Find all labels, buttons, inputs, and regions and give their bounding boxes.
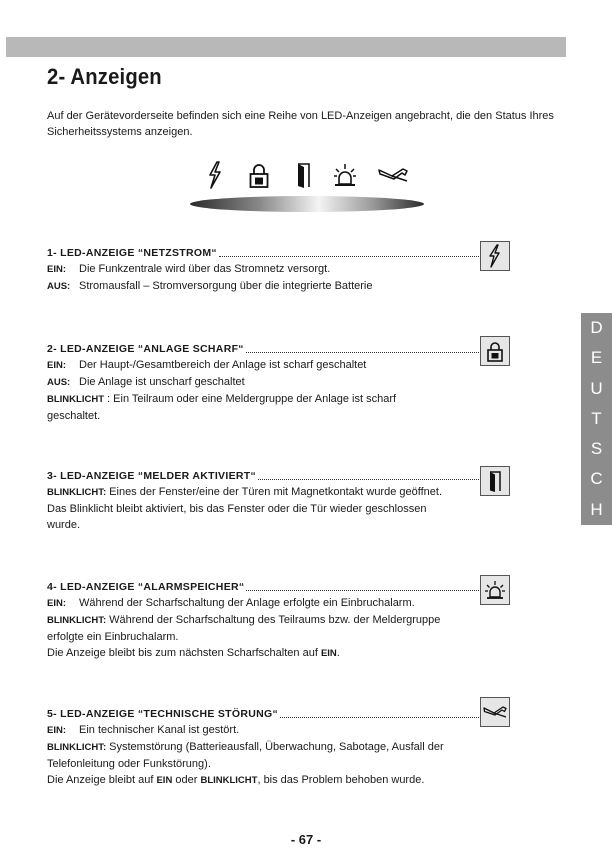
label-ein: EIN: xyxy=(47,360,66,371)
keyword-ein: EIN xyxy=(156,775,173,786)
description-text: Die Funkzentrale wird über das Stromnetz versorgt. xyxy=(79,263,331,275)
door-icon xyxy=(480,466,510,496)
wrench-icon xyxy=(480,697,510,727)
label-aus: AUS: xyxy=(47,377,71,388)
description-text: Der Haupt-/Gesamtbereich der Anlage ist scharf geschaltet xyxy=(79,359,367,371)
padlock-icon xyxy=(246,160,272,190)
siren-icon xyxy=(480,575,510,605)
description-text: Das Blinklicht bleibt aktiviert, bis das Fenster oder die Tür wieder geschlossen xyxy=(47,503,427,515)
lightning-icon xyxy=(202,160,228,190)
label-ein: EIN: xyxy=(47,725,66,736)
description-text: : Ein Teilraum oder eine Meldergruppe der Anlage ist scharf xyxy=(104,393,397,405)
section-heading: 4- LED-ANZEIGE “ALARMSPEICHER“ xyxy=(47,581,245,593)
label-ein: EIN: xyxy=(47,598,66,609)
tab-letter: E xyxy=(590,348,603,368)
description-text: Eines der Fenster/eine der Türen mit Magnetkontakt wurde geöffnet. xyxy=(106,486,443,498)
padlock-icon xyxy=(480,336,510,366)
description-text: Stromausfall – Stromversorgung über die integrierte Batterie xyxy=(79,280,373,292)
description-text: Systemstörung (Batterieausfall, Überwachung, Sabotage, Ausfall der xyxy=(106,741,444,753)
label-blinklicht: BLINKLICHT: xyxy=(47,487,107,498)
description-text: Die Anzeige bleibt bis zum nächsten Scharfschalten auf EIN. xyxy=(47,647,340,659)
label-blinklicht: BLINKLICHT: xyxy=(47,742,107,753)
tab-letter: C xyxy=(590,469,603,489)
description-text: geschaltet. xyxy=(47,410,101,422)
door-icon xyxy=(290,160,316,190)
description-text: Während der Scharfschaltung der Anlage erfolgte ein Einbruchalarm. xyxy=(79,597,415,609)
page-number: - 67 - xyxy=(290,832,322,847)
description-text: Telefonleitung oder Funkstörung). xyxy=(47,758,211,770)
section-heading: 5- LED-ANZEIGE “TECHNISCHE STÖRUNG“ xyxy=(47,708,279,720)
dotted-leader xyxy=(258,478,479,480)
label-blinklicht: BLINKLICHT: xyxy=(47,615,107,626)
description-text: Die Anlage ist unscharf geschaltet xyxy=(79,376,245,388)
description-text: Während der Scharfschaltung des Teilraums bzw. der Meldergruppe xyxy=(106,614,441,626)
page-title: 2- Anzeigen xyxy=(47,64,162,89)
lightning-icon xyxy=(480,241,510,271)
tab-letter: S xyxy=(590,439,603,459)
siren-icon xyxy=(332,160,358,190)
keyword-blinklicht: BLINKLICHT xyxy=(200,775,258,786)
header-bar xyxy=(6,37,566,57)
dotted-leader xyxy=(219,255,479,257)
section-heading: 2- LED-ANZEIGE “ANLAGE SCHARF“ xyxy=(47,343,244,355)
dotted-leader xyxy=(246,589,479,591)
tab-letter: H xyxy=(590,499,603,519)
label-aus: AUS: xyxy=(47,281,71,292)
section-heading: 1- LED-ANZEIGE “NETZSTROM“ xyxy=(47,247,217,259)
led-icon-row xyxy=(200,160,415,190)
description-text: wurde. xyxy=(47,519,81,531)
label-blinklicht: BLINKLICHT xyxy=(47,394,104,405)
description-text: Ein technischer Kanal ist gestört. xyxy=(79,724,240,736)
label-ein: EIN: xyxy=(47,264,66,275)
language-tab-deutsch xyxy=(581,313,612,525)
intro-text: Auf der Gerätevorderseite befinden sich eine Reihe von LED-Anzeigen angebracht, die den Status Ihres Sicherheitssystems anzeigen. xyxy=(47,110,554,138)
description-text: Die Anzeige bleibt auf EIN oder BLINKLICHT, bis das Problem behoben wurde. xyxy=(47,774,425,786)
tab-letter: T xyxy=(591,408,602,428)
wrench-icon xyxy=(376,160,410,190)
tab-letter: D xyxy=(590,318,603,337)
dotted-leader xyxy=(280,716,479,718)
section-heading: 3- LED-ANZEIGE “MELDER AKTIVIERT“ xyxy=(47,470,257,482)
tab-letter: U xyxy=(590,378,603,398)
description-text: erfolgte ein Einbruchalarm. xyxy=(47,631,179,643)
dotted-leader xyxy=(246,351,479,353)
keyword-ein: EIN xyxy=(320,648,337,659)
led-panel-bar xyxy=(190,196,424,212)
